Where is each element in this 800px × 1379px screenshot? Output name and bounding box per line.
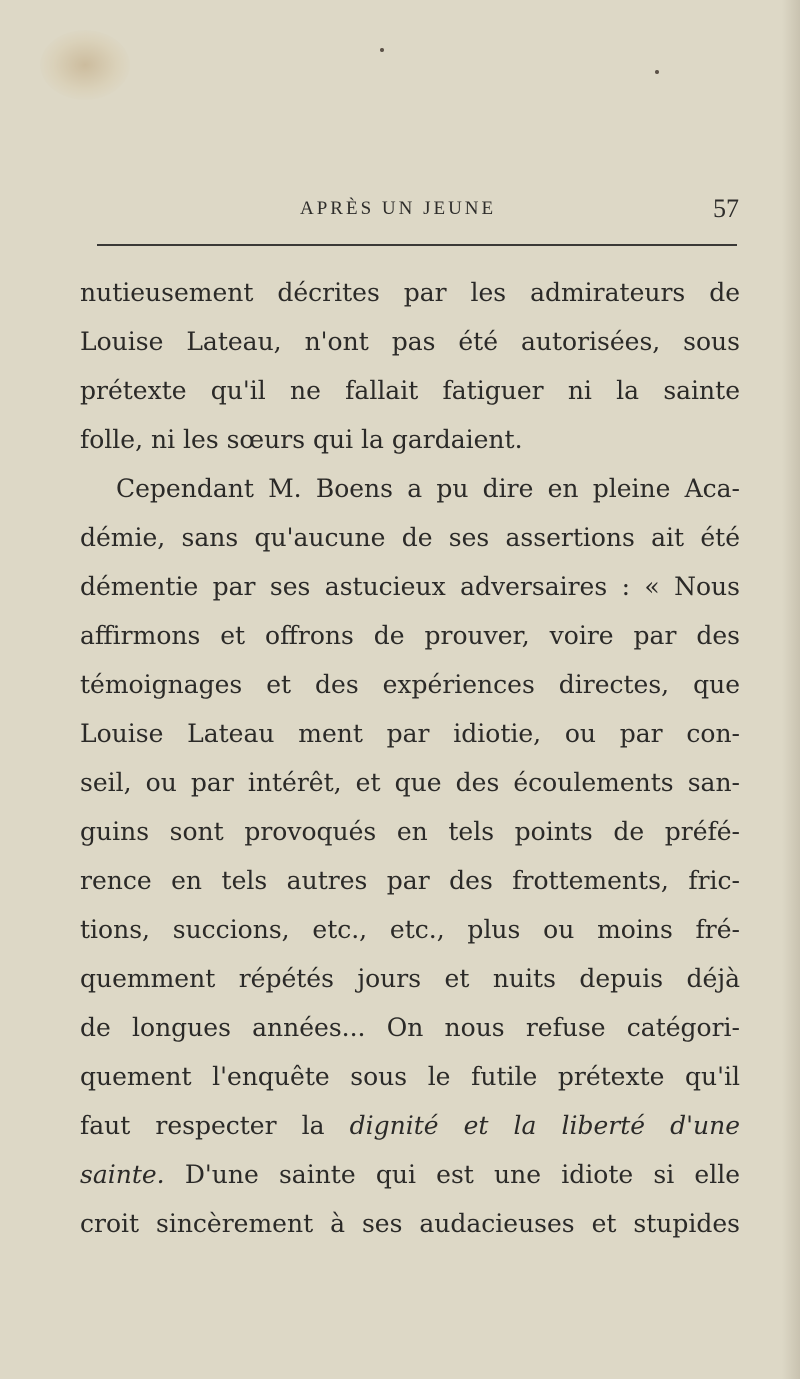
text-line: quemment répétés jours et nuits depuis déjà: [80, 964, 740, 993]
text-segment: faut respecter la: [80, 1111, 325, 1140]
text-line-with-italic: [80, 1101, 740, 1150]
text-line: tions, succions, etc., etc., plus ou moins fré-: [80, 915, 740, 944]
text-line: prétexte qu'il ne fallait fatiguer ni la sainte: [80, 376, 740, 405]
page-number: 57: [713, 194, 739, 223]
text-line: affirmons et offrons de prouver, voire par des: [80, 621, 740, 650]
text-segment: D'une sainte qui est une idiote si elle: [184, 1160, 740, 1189]
header-rule: [97, 244, 737, 246]
text-line: croit sincèrement à ses audacieuses et stupides: [80, 1209, 740, 1238]
running-head: APRÈS UN JEUNE: [300, 198, 497, 219]
text-line: rence en tels autres par des frottements, fric-: [80, 866, 740, 895]
paragraph-start-line: Cependant M. Boens a pu dire en pleine Aca-: [116, 474, 740, 503]
ink-speck: [380, 48, 384, 52]
italic-phrase: sainte.: [80, 1160, 165, 1189]
text-line: seil, ou par intérêt, et que des écoulements san-: [80, 768, 740, 797]
text-line: quement l'enquête sous le futile prétexte qu'il: [80, 1062, 740, 1091]
text-line: de longues années... On nous refuse catégori-: [80, 1013, 740, 1042]
text-line: nutieusement décrites par les admirateurs de: [80, 278, 740, 307]
text-line: Louise Lateau, n'ont pas été autorisées, sous: [80, 327, 740, 356]
italic-phrase: dignité et la liberté d'une: [349, 1111, 740, 1140]
text-line: témoignages et des expériences directes, que: [80, 670, 740, 699]
text-line: guins sont provoqués en tels points de préfé-: [80, 817, 740, 846]
text-line: démie, sans qu'aucune de ses assertions ait été: [80, 523, 740, 552]
text-line: folle, ni les sœurs qui la gardaient.: [80, 425, 523, 454]
text-line-with-italic: [80, 1150, 740, 1199]
ink-speck: [655, 70, 659, 74]
paper-stain: [40, 30, 130, 100]
text-line: démentie par ses astucieux adversaires : « Nous: [80, 572, 740, 601]
body-text: [80, 268, 740, 1248]
page-edge-shadow: [782, 0, 800, 1379]
text-line: Louise Lateau ment par idiotie, ou par con-: [80, 719, 740, 748]
